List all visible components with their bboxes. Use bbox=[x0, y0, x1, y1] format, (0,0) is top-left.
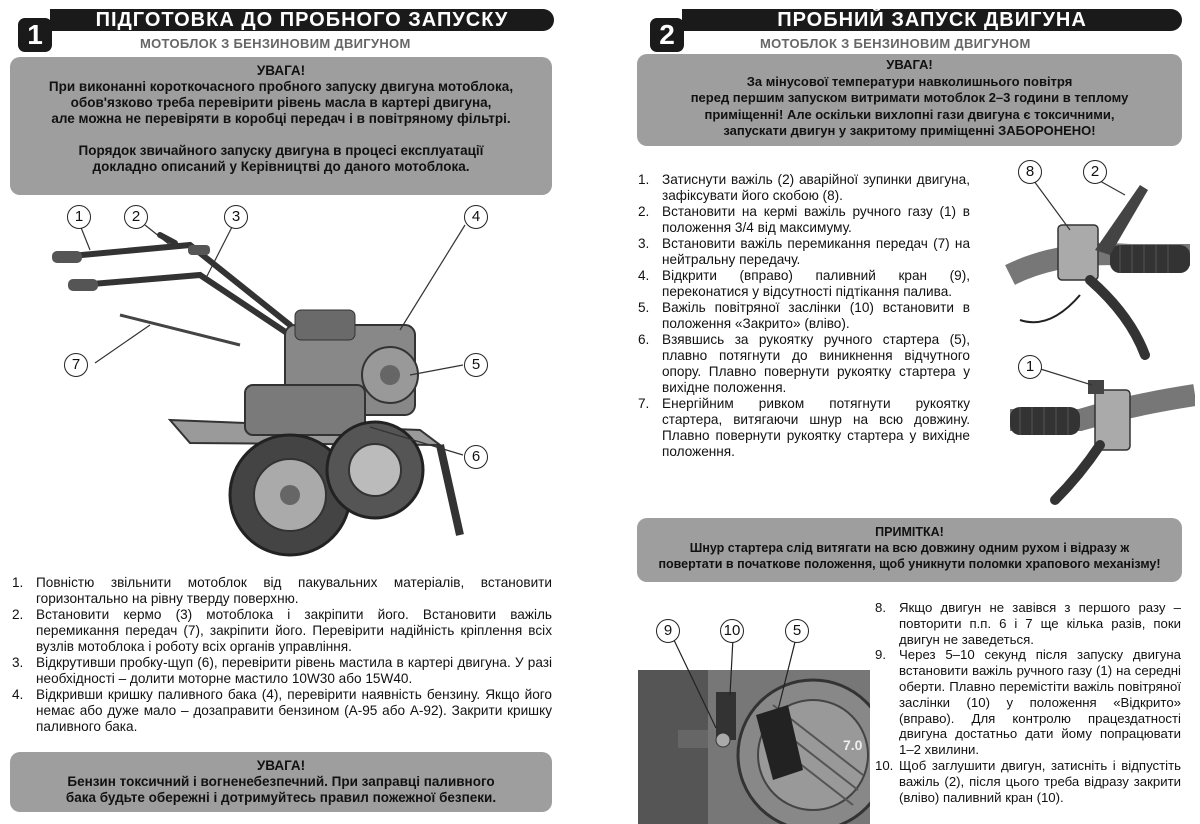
callout-2: 2 bbox=[124, 205, 148, 229]
step-text: Енергійним ривком потягнути рукоятку стартера, витягаючи шнур на всю довжину. Плавно повернути рукоятку стартера у вихідне положення. bbox=[662, 396, 970, 459]
callout-6: 6 bbox=[464, 445, 488, 469]
step-text: Встановити на кермі важіль ручного газу (1) в положення 3/4 від максимуму. bbox=[662, 204, 970, 235]
steps-list-right-b bbox=[875, 600, 1181, 805]
warning-line: обов'язково треба перевірити рівень масла в картері двигуна, bbox=[70, 95, 492, 110]
section-number-1: 1 bbox=[18, 18, 52, 52]
callout-2-handle: 2 bbox=[1083, 160, 1107, 184]
step-number: 2. bbox=[638, 204, 650, 219]
warning-line: За мінусової температури навколишнього повітря bbox=[746, 73, 1073, 89]
section-number-2: 2 bbox=[650, 18, 684, 52]
step-item bbox=[638, 300, 970, 332]
step-number: 4. bbox=[12, 687, 24, 702]
section-title-left: ПІДГОТОВКА ДО ПРОБНОГО ЗАПУСКУ bbox=[50, 9, 554, 31]
step-item bbox=[12, 607, 552, 655]
warning-line-blank bbox=[10, 127, 552, 143]
step-number: 10. bbox=[875, 757, 894, 773]
warning-line: При виконанні короткочасного пробного запуску двигуна мотоблока, bbox=[48, 79, 514, 94]
step-text: Щоб заглушити двигун, затисніть і відпустіть важіль (2), після цього треба відразу закрити (вліво) паливний кран (10). bbox=[899, 757, 1181, 805]
step-item bbox=[638, 396, 970, 460]
step-item bbox=[638, 172, 970, 204]
handle-illustration bbox=[1000, 155, 1195, 505]
step-number: 3. bbox=[12, 655, 24, 670]
note-line: Шнур стартера слід витягати на всю довжину одним рухом і відразу ж bbox=[689, 541, 1130, 555]
step-item bbox=[12, 687, 552, 735]
warning-line: докладно описаний у Керівництві до даного мотоблока. bbox=[92, 159, 470, 174]
note-box bbox=[637, 518, 1182, 582]
step-number: 8. bbox=[875, 600, 886, 615]
step-item bbox=[638, 332, 970, 396]
section-title-right: ПРОБНИЙ ЗАПУСК ДВИГУНА bbox=[682, 9, 1182, 31]
step-item bbox=[875, 647, 1181, 758]
steps-list-right-a bbox=[638, 172, 970, 460]
section-subtitle-left: МОТОБЛОК З БЕНЗИНОВИМ ДВИГУНОМ bbox=[140, 36, 411, 51]
warning-line: але можна не перевіряти в коробці передач і в повітряному фільтрі. bbox=[51, 111, 511, 126]
steps-list-left bbox=[12, 575, 552, 735]
warning-heading: УВАГА! bbox=[256, 63, 306, 78]
callout-7: 7 bbox=[64, 353, 88, 377]
step-text: Якщо двигун не завівся з першого разу – повторити п.п. 6 і 7 ще кілька разів, поки двигун не заведеться. bbox=[899, 600, 1181, 647]
step-item bbox=[638, 204, 970, 236]
engine-illustration bbox=[638, 610, 870, 824]
note-line: повертати в початкове положення, щоб уникнути поломки храпового механізму! bbox=[658, 557, 1161, 571]
step-item bbox=[12, 655, 552, 687]
callout-1: 1 bbox=[67, 205, 91, 229]
step-number: 6. bbox=[638, 332, 650, 347]
step-text: Важіль повітряної заслінки (10) встановити в положення «Закрито» (вліво). bbox=[662, 300, 970, 331]
step-number: 4. bbox=[638, 268, 650, 283]
warning-box-top-right bbox=[637, 54, 1182, 146]
step-text: Відкрити (вправо) паливний кран (9), переконатися у відсутності підтікання палива. bbox=[662, 268, 970, 299]
warning-box-bottom-left bbox=[10, 752, 552, 812]
warning-heading: УВАГА! bbox=[256, 758, 306, 773]
warning-heading: УВАГА! bbox=[886, 57, 933, 72]
callout-5: 5 bbox=[464, 353, 488, 377]
warning-box-top-left bbox=[10, 57, 552, 195]
step-number: 7. bbox=[638, 396, 650, 411]
callout-10: 10 bbox=[720, 619, 744, 643]
step-text: Через 5–10 секунд після запуску двигуна встановити важіль ручного газу (1) на середні оберти. Плавно перемістіти важіль повітряної заслінки (10) у положення «Відкрито» (вправо). Для контролю працездатності двигуна достатньо дати йому попрацювати 1–2 хвилини. bbox=[899, 647, 1181, 758]
step-item bbox=[12, 575, 552, 607]
warning-line: бака будьте обережні і дотримуйтесь правил пожежної безпеки. bbox=[65, 790, 497, 805]
step-number: 3. bbox=[638, 236, 650, 251]
engine-label: 7.0 bbox=[843, 737, 863, 753]
step-number: 1. bbox=[638, 172, 650, 187]
step-text: Повністю звільнити мотоблок від пакувальних матеріалів, встановити горизонтально на рівну тверду поверхню. bbox=[36, 575, 552, 606]
callout-9: 9 bbox=[656, 619, 680, 643]
step-number: 1. bbox=[12, 575, 24, 590]
step-text: Встановити кермо (3) мотоблока і закріпити його. Встановити важіль перемикання передач (7), закріпити його. Перевірити надійність кріплення всіх вузлів мотоблока і роботу всіх органів управління. bbox=[36, 607, 552, 654]
step-number: 2. bbox=[12, 607, 24, 622]
step-text: Затиснути важіль (2) аварійної зупинки двигуна, зафіксувати його скобою (8). bbox=[662, 172, 970, 203]
step-number: 5. bbox=[638, 300, 650, 315]
step-number: 9. bbox=[875, 647, 886, 663]
motoblock-illustration bbox=[40, 205, 520, 565]
warning-line: приміщенні! Але оскільки вихлопні гази двигуна є токсичними, bbox=[704, 106, 1115, 122]
callout-8: 8 bbox=[1018, 160, 1042, 184]
note-heading: ПРИМІТКА! bbox=[875, 525, 944, 539]
callout-3: 3 bbox=[224, 205, 248, 229]
callout-5-engine: 5 bbox=[785, 619, 809, 643]
warning-line: запускати двигун у закритому приміщенні ЗАБОРОНЕНО! bbox=[723, 123, 1096, 138]
callout-1-handle: 1 bbox=[1018, 355, 1042, 379]
step-text: Відкрутивши пробку-щуп (6), перевірити рівень мастила в картері двигуна. У разі необхідності – долити моторне мастило 10W30 або 15W40. bbox=[36, 655, 552, 686]
callout-4: 4 bbox=[464, 205, 488, 229]
section-subtitle-right: МОТОБЛОК З БЕНЗИНОВИМ ДВИГУНОМ bbox=[760, 36, 1031, 51]
step-text: Відкривши кришку паливного бака (4), перевірити наявність бензину. Якщо його немає або дуже мало – дозаправити бензином (А-95 або А-92). Закрити кришку паливного бака. bbox=[36, 687, 552, 734]
warning-line: Порядок звичайного запуску двигуна в процесі експлуатації bbox=[78, 143, 484, 158]
step-item bbox=[638, 236, 970, 268]
step-text: Встановити важіль перемикання передач (7) на нейтральну передачу. bbox=[662, 236, 970, 267]
step-text: Взявшись за рукоятку ручного стартера (5), плавно потягнути до виникнення відчутного опору. Плавно повернути рукоятку стартера у вихідне положення. bbox=[662, 332, 970, 395]
step-item bbox=[875, 600, 1181, 647]
step-item bbox=[638, 268, 970, 300]
warning-line: перед першим запуском витримати мотоблок 2–3 години в теплому bbox=[690, 90, 1129, 105]
warning-line: Бензин токсичний і вогненебезпечний. При заправці паливного bbox=[67, 774, 495, 789]
step-item bbox=[875, 758, 1181, 805]
